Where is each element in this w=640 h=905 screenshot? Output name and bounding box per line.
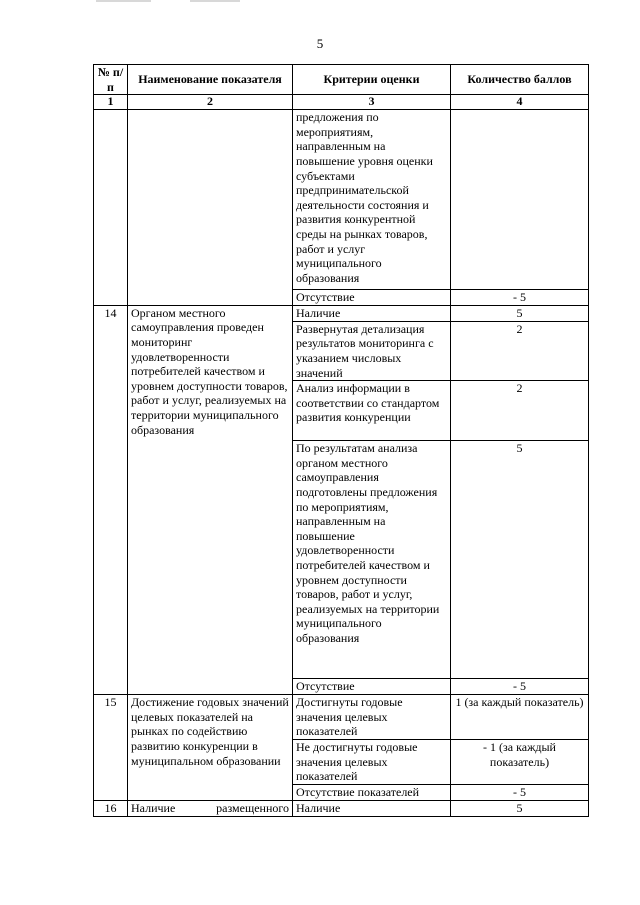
table-row (94, 800, 589, 816)
row-number: 14 (94, 305, 128, 694)
scan-artifact-right (190, 0, 240, 2)
indicator-name: Достижение годовых значений целевых показателей на рынках по содействию развитию конкуренции в муниципальном образовании (128, 695, 293, 801)
continued-name-cell (128, 110, 293, 306)
table-row (94, 695, 589, 740)
points-cell: - 1 (за каждый показатель) (451, 739, 589, 784)
points-cell: 2 (451, 321, 589, 380)
criterion-cell: Отсутствие (293, 679, 451, 695)
criterion-cell: Не достигнуты годовые значения целевых показателей (293, 739, 451, 784)
points-cell: 5 (451, 441, 589, 679)
column-index-4: 4 (451, 95, 589, 110)
points-cell: 2 (451, 381, 589, 441)
column-index-3: 3 (293, 95, 451, 110)
criterion-cell: Отсутствие (293, 290, 451, 306)
indicator-name: Органом местного самоуправления проведен мониторинг удовлетворенности потребителей качеством и уровнем доступности товаров, работ и услуг, реализуемых на территории муниципального образования (128, 305, 293, 694)
header-number: № п/п (94, 65, 128, 95)
criterion-cell: Достигнуты годовые значения целевых показателей (293, 695, 451, 740)
evaluation-criteria-table (93, 64, 589, 817)
criterion-cell: Анализ информации в соответствии со стандартом развития конкуренции (293, 381, 451, 441)
page-number: 5 (316, 36, 324, 51)
scan-artifact-left (96, 0, 151, 2)
criterion-cell: предложения по мероприятиям, направленным на повышение уровня оценки субъектами предпринимательской деятельности состояния и развития конкурентной среды на рынках товаров, работ и услуг муниципального образования (293, 110, 451, 290)
points-cell (451, 110, 589, 290)
points-cell: 1 (за каждый показатель) (451, 695, 589, 740)
continued-number-cell (94, 110, 128, 306)
points-cell: - 5 (451, 784, 589, 800)
header-indicator-name: Наименование показателя (128, 65, 293, 95)
header-criteria: Критерии оценки (293, 65, 451, 95)
criterion-cell: По результатам анализа органом местного самоуправления подготовлены предложения по мероприятиям, направленным на повышение удовлетворенности потребителей качеством и уровнем доступности товаров, работ и услуг, реализуемых на территории муниципального образования (293, 441, 451, 679)
row-number: 16 (94, 800, 128, 816)
points-cell: - 5 (451, 679, 589, 695)
criterion-cell: Отсутствие показателей (293, 784, 451, 800)
table-header-row (94, 65, 589, 95)
column-index-row (94, 95, 589, 110)
table-row (94, 110, 589, 290)
table-row (94, 305, 589, 321)
column-index-1: 1 (94, 95, 128, 110)
indicator-name: Наличие размещенного (128, 800, 293, 816)
criterion-cell: Наличие (293, 305, 451, 321)
points-cell: - 5 (451, 290, 589, 306)
criterion-cell: Развернутая детализация результатов мониторинга с указанием числовых значений (293, 321, 451, 380)
criterion-cell: Наличие (293, 800, 451, 816)
column-index-2: 2 (128, 95, 293, 110)
points-cell: 5 (451, 800, 589, 816)
points-cell: 5 (451, 305, 589, 321)
header-points: Количество баллов (451, 65, 589, 95)
row-number: 15 (94, 695, 128, 801)
